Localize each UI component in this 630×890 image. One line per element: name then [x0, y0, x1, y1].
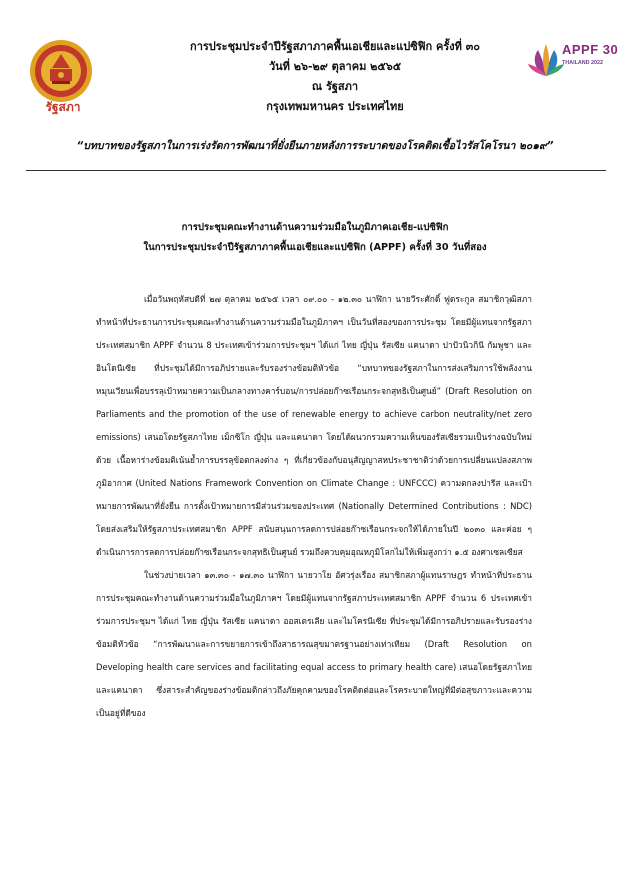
- document-body: [96, 288, 532, 725]
- appf-logo-title: APPF 30: [562, 42, 619, 57]
- conference-dates: วันที่ ๒๖-๒๙ ตุลาคม ๒๕๖๕: [268, 60, 402, 73]
- appf-lotus-icon: [528, 40, 564, 82]
- document-header: [0, 0, 630, 175]
- conference-city: กรุงเทพมหานคร ประเทศไทย: [266, 100, 404, 113]
- appf-logo-subtitle: THAILAND 2022: [562, 60, 604, 66]
- paragraph-morning-session: เมื่อวันพฤหัสบดีที่ ๒๗ ตุลาคม ๒๕๖๕ เวลา ๐๙.๐๐ - ๑๒.๓๐ นาฬิกา นายวีระศักดิ์ ฟูตระกูล สมาชิกวุฒิสภา ทำหน้าที่ประธานการประชุมคณะทำงานด้านความร่วมมือในภูมิภาคฯ เป็นวันที่สองของการประชุม โดยมีผู้แทนจากรัฐสภาประเทศสมาชิก APPF จำนวน 8 ประเทศเข้าร่วมการประชุมฯ ได้แก่ ไทย ญี่ปุ่น รัสเซีย แคนาดา ปาปัวนิวกินี กัมพูชา และอินโดนีเซีย ที่ประชุมได้มีการอภิปรายและรับรองร่างข้อมติหัวข้อ “บทบาทของรัฐสภาในการส่งเสริมการใช้พลังงานหมุนเวียนเพื่อบรรลุเป้าหมายความเป็นกลางทางคาร์บอน/การปล่อยก๊าซเรือนกระจกสุทธิเป็นศูนย์” (Draft Resolution on Parliaments and the promotion of the use of renewable energy to achieve carbon neutrality/net zero emissions) เสนอโดยรัฐสภาไทย เม็กซิโก ญี่ปุ่น และแคนาดา โดยได้ผนวกรวมความเห็นของรัสเซียรวมเป็นร่างฉบับใหม่ด้วย เนื้อหาร่างข้อมติเน้นย้ำการบรรลุข้อตกลงต่าง ๆ ที่เกี่ยวข้องกับอนุสัญญาสหประชาชาติว่าด้วยการเปลี่ยนแปลงสภาพภูมิอากาศ (United Nations Framework Convention on Climate Change : UNFCCC) ความตกลงปารีส และเป้าหมายการพัฒนาที่ยั่งยืน การตั้งเป้าหมายการมีส่วนร่วมของประเทศ (Nationally Determined Contributions : NDC) โดยส่งเสริมให้รัฐสภาประเทศสมาชิก APPF สนับสนุนการลดการปล่อยก๊าซเรือนกระจกให้ได้ภายในปี ๒๐๓๐ และค่อย ๆ ดำเนินการการลดการปล่อยก๊าซเรือนกระจกสุทธิเป็นศูนย์ รวมถึงควบคุมอุณหภูมิโลกไม่ให้เพิ่มสูงกว่า ๑.๕ องศาเซลเซียส: [96, 294, 532, 557]
- conference-venue: ณ รัฐสภา: [311, 80, 359, 93]
- document-title-line2: ในการประชุมประจำปีรัฐสภาภาคพื้นเอเชียและแปซิฟิก (APPF) ครั้งที่ 30 วันที่สอง: [143, 242, 487, 253]
- conference-name: การประชุมประจำปีรัฐสภาภาคพื้นเอเชียและแปซิฟิก ครั้งที่ ๓๐: [190, 40, 480, 53]
- paragraph-afternoon-session: ในช่วงบ่ายเวลา ๑๓.๓๐ - ๑๗.๓๐ นาฬิกา นายวาโย อัศวรุ่งเรือง สมาชิกสภาผู้แทนราษฎร ทำหน้าที่ประธานการประชุมคณะทำงานด้านความร่วมมือในภูมิภาคฯ โดยมีผู้แทนจากรัฐสภาประเทศสมาชิก APPF จำนวน 6 ประเทศเข้าร่วมการประชุมฯ ได้แก่ ไทย ญี่ปุ่น รัสเซีย แคนาดา ออสเตรเลีย และไมโครนีเซีย ที่ประชุมได้มีการอภิปรายและรับรองร่างข้อมติหัวข้อ “การพัฒนาและการขยายการเข้าถึงสาธารณสุขมาตรฐานอย่างเท่าเทียม (Draft Resolution on Developing health care services and facilitating equal access to primary health care) เสนอโดยรัฐสภาไทยและแคนาดา ซึ่งสาระสำคัญของร่างข้อมติกล่าวถึงภัยคุกคามของโรคติดต่อและโรคระบาดใหญ่ที่มีต่อสุขภาวะและความเป็นอยู่ที่ดีของ: [96, 570, 532, 718]
- parliament-emblem-icon: [28, 38, 94, 104]
- parliament-logo-caption: รัฐสภา: [45, 100, 81, 114]
- header-divider: [26, 170, 606, 171]
- conference-theme: “บทบาทของรัฐสภาในการเร่งรัดการพัฒนาที่ยั่งยืนภายหลังการระบาดของโรคติดเชื้อไวรัสโคโรนา ๒๐๑๙”: [76, 140, 554, 152]
- document-title-line1: การประชุมคณะทำงานด้านความร่วมมือในภูมิภาคเอเชีย-แปซิฟิก: [181, 222, 449, 233]
